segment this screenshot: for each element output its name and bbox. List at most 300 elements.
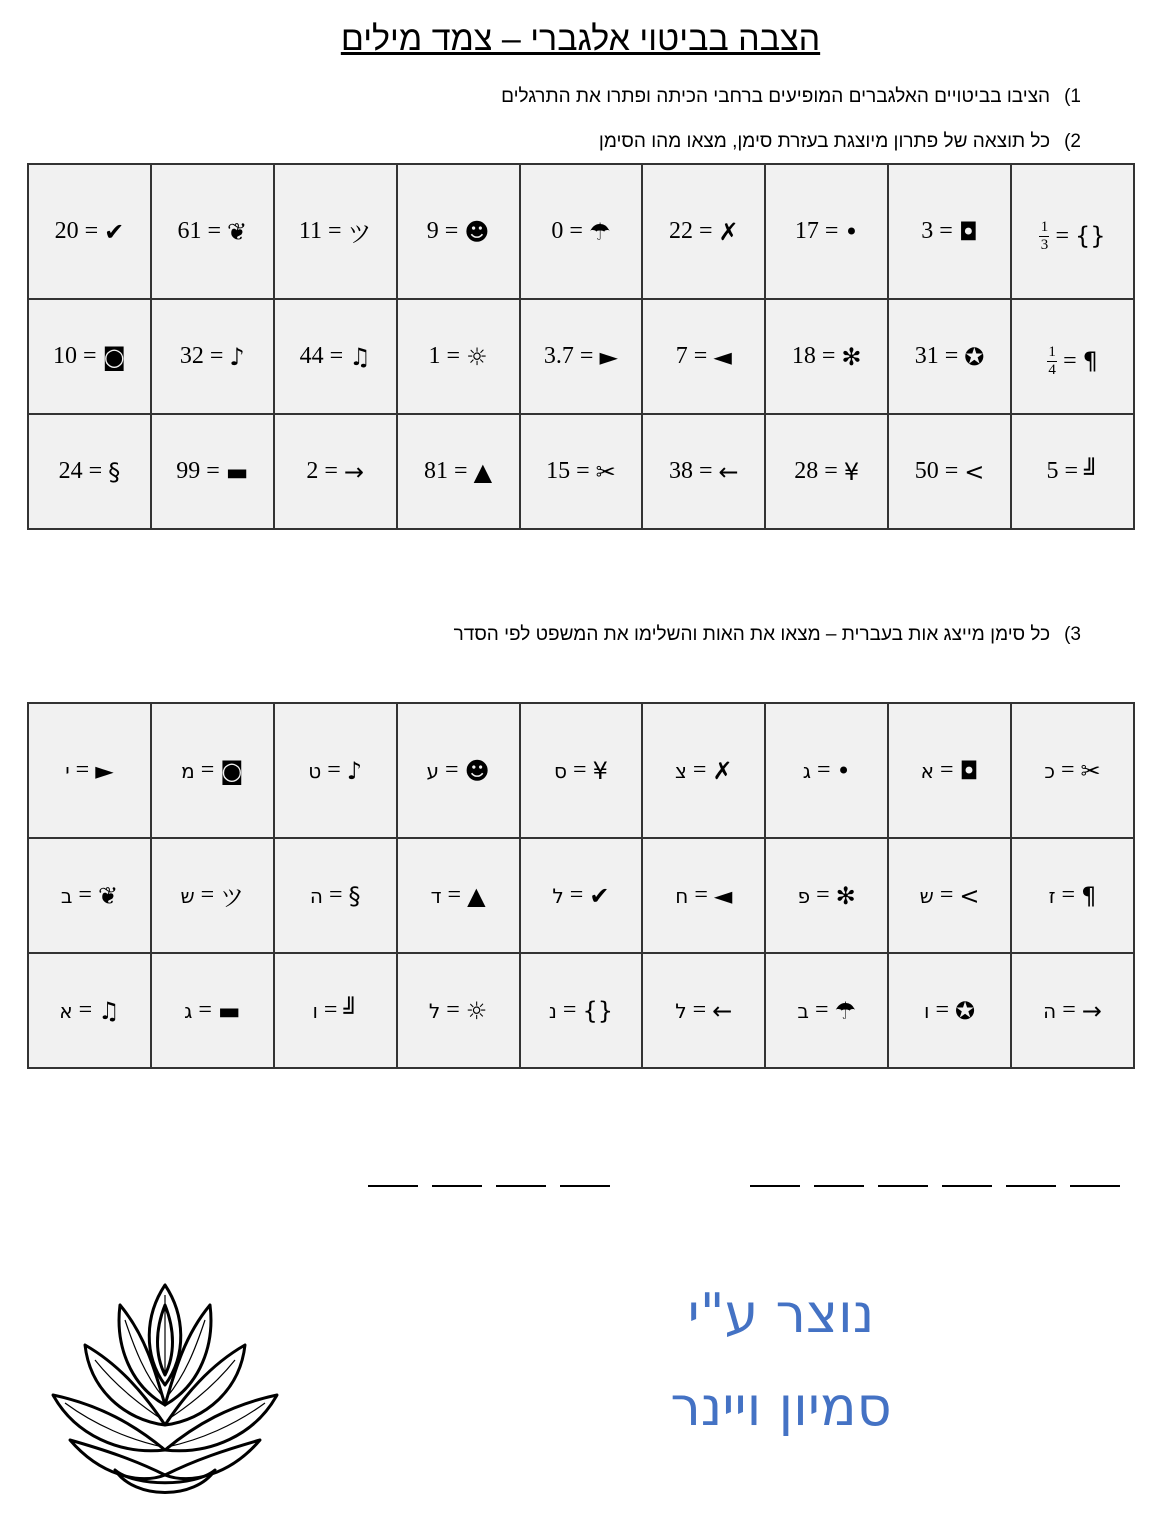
page-title: הצבה בביטוי אלגברי – צמד מילים (340, 20, 821, 58)
cell-symbol: ¥ (843, 457, 860, 486)
cell-value: 0 (551, 218, 564, 244)
symbol-value-cell (28, 299, 151, 414)
equals-sign: = (445, 757, 459, 783)
equals-sign: = (1063, 347, 1077, 374)
equals-sign: = (324, 458, 338, 484)
symbol-letter-cell (765, 953, 888, 1068)
cell-letter: ל (675, 998, 687, 1023)
cell-symbol: ← (718, 457, 739, 486)
cell-content (554, 757, 608, 785)
equals-sign: = (944, 343, 959, 369)
cell-content (675, 757, 733, 785)
cell-content (308, 757, 362, 785)
cell-symbol: ¶ (1081, 881, 1097, 910)
equals-sign: = (1062, 997, 1076, 1023)
equals-sign: = (569, 218, 583, 244)
symbol-value-cell (765, 414, 888, 529)
cell-content (306, 458, 364, 486)
answer-blanks-word-2 (368, 1165, 610, 1187)
cell-symbol: ✗ (718, 217, 739, 246)
cell-symbol: ✂ (595, 457, 616, 486)
cell-content (55, 218, 125, 246)
cell-symbol: ☻ (464, 217, 490, 246)
instruction-1 (501, 86, 1081, 108)
equals-sign: = (327, 757, 341, 783)
symbol-letter-cell (274, 703, 397, 838)
cell-symbol: § (348, 881, 361, 910)
cell-content (924, 997, 975, 1025)
cell-content (920, 882, 980, 910)
cell-symbol: {} (1075, 222, 1106, 250)
cell-symbol: ◄ (713, 342, 732, 371)
cell-value: 5 (1046, 458, 1059, 484)
fraction (1047, 345, 1057, 378)
cell-letter: ל (428, 998, 441, 1023)
equals-sign: = (821, 343, 836, 369)
cell-content (915, 458, 985, 486)
cell-letter: א (59, 998, 73, 1023)
symbol-letter-cell (520, 703, 643, 838)
answer-blank[interactable] (560, 1165, 610, 1187)
symbol-letter-cell (888, 703, 1011, 838)
cell-letter: מ (181, 758, 195, 783)
equals-sign: = (198, 997, 212, 1023)
symbol-value-cell (274, 414, 397, 529)
cell-symbol: ✪ (955, 996, 976, 1025)
fraction (1039, 220, 1049, 253)
cell-letter: ט (308, 758, 322, 783)
cell-content (53, 343, 126, 371)
symbol-letter-cell (28, 703, 151, 838)
instruction-number: 3) (1064, 624, 1081, 645)
cell-content (59, 997, 119, 1025)
symbol-value-cell (888, 299, 1011, 414)
cell-symbol: < (964, 457, 985, 486)
cell-letter: ד (430, 883, 442, 908)
cell-content (1047, 458, 1099, 486)
cell-value: 99 (176, 458, 201, 484)
cell-symbol: → (343, 457, 365, 486)
cell-symbol: ▲ (467, 881, 486, 910)
cell-letter: ש (919, 883, 934, 908)
symbol-letter-cell (274, 838, 397, 953)
cell-content (424, 458, 492, 486)
equals-sign: = (573, 757, 587, 783)
cell-value: 3.7 (543, 343, 574, 369)
instruction-text: הציבו בביטויים האלגברים המופיעים ברחבי הכיתה ופתרו את התרגלים (501, 86, 1051, 107)
cell-value: 2 (306, 458, 319, 484)
cell-symbol: ☼ (466, 342, 488, 371)
instruction-2 (599, 131, 1081, 153)
cell-symbol: ☂ (588, 217, 611, 246)
cell-letter: ש (180, 883, 195, 908)
cell-value: 81 (424, 458, 449, 484)
equals-sign: = (200, 882, 215, 908)
symbol-letter-cell (520, 953, 643, 1068)
symbol-value-cell (274, 299, 397, 414)
symbol-letter-table (27, 702, 1135, 1069)
cell-symbol: ← (712, 996, 733, 1025)
symbol-letter-cell (1011, 838, 1134, 953)
cell-symbol: ▬ (217, 996, 241, 1025)
symbol-letter-cell (151, 838, 274, 953)
cell-content (675, 997, 732, 1025)
symbol-value-cell (151, 414, 274, 529)
fraction-denominator: 4 (1048, 361, 1056, 378)
equals-sign: = (207, 218, 222, 244)
symbol-value-cell (642, 299, 765, 414)
cell-content (427, 218, 490, 246)
symbol-value-cell (520, 299, 643, 414)
symbol-letter-cell (888, 838, 1011, 953)
symbol-letter-cell (397, 838, 520, 953)
symbol-value-table (27, 163, 1135, 530)
equals-sign: = (692, 997, 707, 1023)
equals-sign: = (944, 458, 959, 484)
equals-sign: = (83, 343, 97, 369)
symbol-value-cell (151, 299, 274, 414)
answer-blank[interactable] (878, 1165, 928, 1187)
symbol-letter-cell (397, 703, 520, 838)
equals-sign: = (447, 882, 462, 908)
equals-sign: = (446, 343, 461, 369)
symbol-value-cell (888, 414, 1011, 529)
symbol-letter-cell (1011, 953, 1134, 1068)
cell-value: 50 (914, 458, 939, 484)
equals-sign: = (939, 757, 954, 783)
cell-content (1039, 220, 1105, 253)
cell-symbol: ✻ (835, 881, 856, 910)
cell-value: 15 (546, 458, 571, 484)
lotus-flower-icon (45, 1275, 285, 1510)
symbol-value-cell (151, 164, 274, 299)
answer-blanks-word-1 (750, 1165, 1120, 1187)
cell-value: 38 (668, 458, 693, 484)
cell-symbol: ◙ (102, 342, 126, 371)
credit-line-1: נוצר ע"י (687, 1282, 875, 1345)
cell-content (798, 882, 856, 910)
cell-letter: ו (312, 998, 318, 1023)
symbol-letter-cell (642, 703, 765, 838)
answer-blank[interactable] (368, 1165, 418, 1187)
cell-value: 28 (794, 458, 819, 484)
cell-content (915, 343, 985, 371)
cell-symbol: ◄ (713, 881, 733, 910)
answer-blank[interactable] (942, 1165, 992, 1187)
cell-content (300, 343, 371, 371)
cell-letter: ה (1043, 998, 1057, 1023)
cell-symbol: ♫ (349, 342, 371, 371)
cell-value: 22 (668, 218, 693, 244)
cell-letter: צ (675, 758, 687, 783)
cell-content (795, 218, 859, 246)
symbol-value-cell (888, 164, 1011, 299)
cell-value: 10 (53, 343, 78, 369)
cell-symbol: ☂ (834, 996, 856, 1025)
cell-content (1044, 757, 1100, 785)
equals-sign: = (78, 882, 92, 908)
symbol-letter-cell (1011, 703, 1134, 838)
cell-content (429, 343, 488, 371)
answer-blank[interactable] (432, 1165, 482, 1187)
equals-sign: = (329, 343, 344, 369)
symbol-letter-cell (520, 838, 643, 953)
cell-symbol: • (844, 217, 859, 246)
cell-content (61, 882, 118, 910)
cell-value: 44 (299, 343, 324, 369)
equals-sign: = (576, 458, 590, 484)
symbol-value-cell (520, 414, 643, 529)
cell-content (803, 757, 851, 785)
cell-letter: נ (548, 998, 557, 1023)
equals-sign: = (444, 218, 459, 244)
equals-sign: = (569, 882, 584, 908)
equals-sign: = (824, 218, 839, 244)
equals-sign: = (446, 997, 460, 1023)
cell-value: 18 (791, 343, 816, 369)
cell-symbol: ツ (220, 884, 245, 912)
symbol-value-cell (397, 164, 520, 299)
cell-content (921, 757, 979, 785)
cell-value: 1 (428, 343, 441, 369)
fraction-numerator: 1 (1040, 218, 1049, 235)
symbol-letter-cell (151, 703, 274, 838)
cell-letter: י (65, 758, 70, 783)
cell-content (549, 997, 613, 1025)
equals-sign: = (84, 218, 99, 244)
cell-letter: ה (309, 883, 323, 908)
equals-sign: = (579, 343, 594, 369)
equals-sign: = (939, 218, 953, 244)
cell-content (180, 878, 244, 913)
equals-sign: = (206, 458, 220, 484)
cell-symbol: ✗ (712, 756, 733, 785)
cell-symbol: ¶ (1082, 347, 1098, 375)
cell-letter: פ (797, 883, 811, 908)
cell-letter: א (920, 758, 934, 783)
equals-sign: = (75, 757, 90, 783)
cell-content (1043, 997, 1102, 1025)
cell-symbol: ✪ (964, 342, 985, 371)
cell-value: 3 (921, 218, 934, 244)
symbol-letter-cell (888, 953, 1011, 1068)
instruction-text: כל תוצאה של פתרון מיוצגת בעזרת סימן, מצאו מהו הסימן (598, 131, 1051, 152)
equals-sign: = (78, 997, 93, 1023)
cell-content (1049, 882, 1097, 910)
cell-symbol: → (1081, 996, 1102, 1025)
cell-symbol: ♪ (229, 342, 245, 371)
symbol-value-cell (1011, 299, 1134, 414)
symbol-letter-cell (28, 838, 151, 953)
symbol-letter-cell (765, 838, 888, 953)
credit-author: סמיון ויינר (670, 1375, 892, 1438)
cell-symbol: ✂ (1080, 756, 1101, 785)
cell-content (676, 343, 732, 371)
instruction-number: 2) (1064, 131, 1081, 152)
instruction-number: 1) (1064, 86, 1081, 107)
cell-letter: ע (426, 758, 440, 783)
equals-sign: = (328, 882, 343, 908)
cell-content (431, 882, 486, 910)
cell-content (544, 343, 618, 371)
cell-content (427, 757, 490, 785)
cell-value: 31 (914, 343, 939, 369)
cell-symbol: ツ (347, 220, 372, 248)
equals-sign: = (694, 882, 708, 908)
equals-sign: = (209, 343, 224, 369)
cell-symbol: ✔ (589, 881, 610, 910)
cell-content (1047, 345, 1098, 378)
cell-content (552, 882, 609, 910)
cell-content (65, 757, 114, 785)
cell-content (181, 757, 243, 785)
symbol-value-cell (28, 414, 151, 529)
cell-content (675, 882, 732, 910)
cell-value: 9 (426, 218, 439, 244)
cell-symbol: {} (582, 996, 613, 1025)
cell-symbol: ╝ (1084, 457, 1099, 486)
equals-sign: = (816, 757, 831, 783)
cell-content (299, 214, 372, 249)
equals-sign: = (693, 343, 708, 369)
equals-sign: = (698, 458, 713, 484)
cell-value: 17 (794, 218, 819, 244)
equals-sign: = (1055, 222, 1069, 249)
cell-value: 24 (58, 458, 83, 484)
answer-blank[interactable] (750, 1165, 800, 1187)
symbol-letter-cell (28, 953, 151, 1068)
equals-sign: = (327, 218, 342, 244)
cell-content (551, 218, 610, 246)
answer-blank[interactable] (496, 1165, 546, 1187)
cell-symbol: ◙ (220, 756, 244, 785)
equals-sign: = (454, 458, 468, 484)
cell-symbol: ♫ (98, 996, 120, 1025)
cell-letter: כ (1044, 758, 1055, 783)
cell-letter: ס (554, 758, 568, 783)
cell-letter: ב (60, 883, 73, 908)
fraction-denominator: 3 (1040, 236, 1049, 253)
cell-content (546, 458, 616, 486)
cell-symbol: ► (599, 342, 618, 371)
equals-sign: = (814, 997, 829, 1023)
cell-symbol: • (836, 756, 851, 785)
symbol-value-cell (642, 164, 765, 299)
symbol-letter-cell (765, 703, 888, 838)
equals-sign: = (935, 997, 949, 1023)
answer-blank[interactable] (1006, 1165, 1056, 1187)
cell-symbol: ✻ (841, 342, 862, 371)
cell-value: 32 (179, 343, 204, 369)
symbol-letter-cell (397, 953, 520, 1068)
fraction-numerator: 1 (1048, 343, 1056, 360)
equals-sign: = (939, 882, 954, 908)
cell-letter: ב (797, 998, 809, 1023)
cell-symbol: ▬ (225, 457, 249, 486)
cell-symbol: ► (95, 756, 114, 785)
equals-sign: = (824, 458, 838, 484)
cell-symbol: § (108, 457, 121, 486)
symbol-value-cell (397, 299, 520, 414)
symbol-value-cell (1011, 414, 1134, 529)
cell-letter: ג (802, 758, 811, 783)
cell-symbol: < (959, 881, 980, 910)
answer-blank[interactable] (1070, 1165, 1120, 1187)
cell-symbol: ♪ (346, 756, 363, 785)
equals-sign: = (200, 757, 215, 783)
cell-letter: ל (552, 883, 564, 908)
answer-blank[interactable] (814, 1165, 864, 1187)
cell-content (176, 458, 248, 486)
symbol-value-cell (765, 164, 888, 299)
cell-content (669, 218, 739, 246)
cell-symbol: ╝ (343, 996, 358, 1025)
cell-letter: ח (675, 883, 689, 908)
cell-content (792, 343, 862, 371)
cell-letter: ז (1048, 883, 1056, 908)
symbol-letter-cell (642, 953, 765, 1068)
cell-letter: ו (924, 998, 930, 1023)
cell-value: 20 (54, 218, 79, 244)
cell-symbol: ¥ (592, 756, 608, 785)
cell-symbol: ◘ (959, 756, 979, 785)
symbol-value-cell (397, 414, 520, 529)
equals-sign: = (323, 997, 338, 1023)
cell-symbol: ☼ (465, 996, 488, 1025)
cell-symbol: ❦ (97, 881, 119, 910)
symbol-value-cell (1011, 164, 1134, 299)
symbol-value-cell (520, 164, 643, 299)
instruction-text: כל סימן מייצג אות בעברית – מצאו את האות והשלימו את המשפט לפי הסדר (453, 624, 1051, 645)
cell-symbol: ❦ (227, 217, 248, 246)
equals-sign: = (698, 218, 713, 244)
symbol-value-cell (765, 299, 888, 414)
cell-symbol: ▲ (473, 457, 493, 486)
symbol-value-cell (28, 164, 151, 299)
instruction-3 (454, 624, 1081, 646)
cell-value: 7 (675, 343, 688, 369)
cell-letter: ג (184, 998, 193, 1023)
equals-sign: = (692, 757, 707, 783)
symbol-value-cell (274, 164, 397, 299)
cell-symbol: ☻ (464, 756, 490, 785)
cell-content (180, 343, 245, 371)
cell-content (59, 458, 121, 486)
equals-sign: = (562, 997, 577, 1023)
cell-content (310, 882, 361, 910)
equals-sign: = (1060, 757, 1075, 783)
cell-content (921, 218, 978, 246)
cell-content (184, 997, 240, 1025)
cell-symbol: ◘ (958, 217, 978, 246)
symbol-value-cell (642, 414, 765, 529)
cell-value: 61 (177, 218, 202, 244)
cell-content (669, 458, 739, 486)
cell-content (312, 997, 357, 1025)
cell-content (794, 458, 859, 486)
equals-sign: = (1061, 882, 1076, 908)
equals-sign: = (1064, 458, 1079, 484)
symbol-letter-cell (151, 953, 274, 1068)
cell-value: 11 (298, 218, 322, 244)
cell-symbol: ✔ (104, 217, 125, 246)
symbol-letter-cell (642, 838, 765, 953)
equals-sign: = (88, 458, 103, 484)
equals-sign: = (816, 882, 830, 908)
cell-content (429, 997, 487, 1025)
cell-content (797, 997, 856, 1025)
symbol-letter-cell (274, 953, 397, 1068)
